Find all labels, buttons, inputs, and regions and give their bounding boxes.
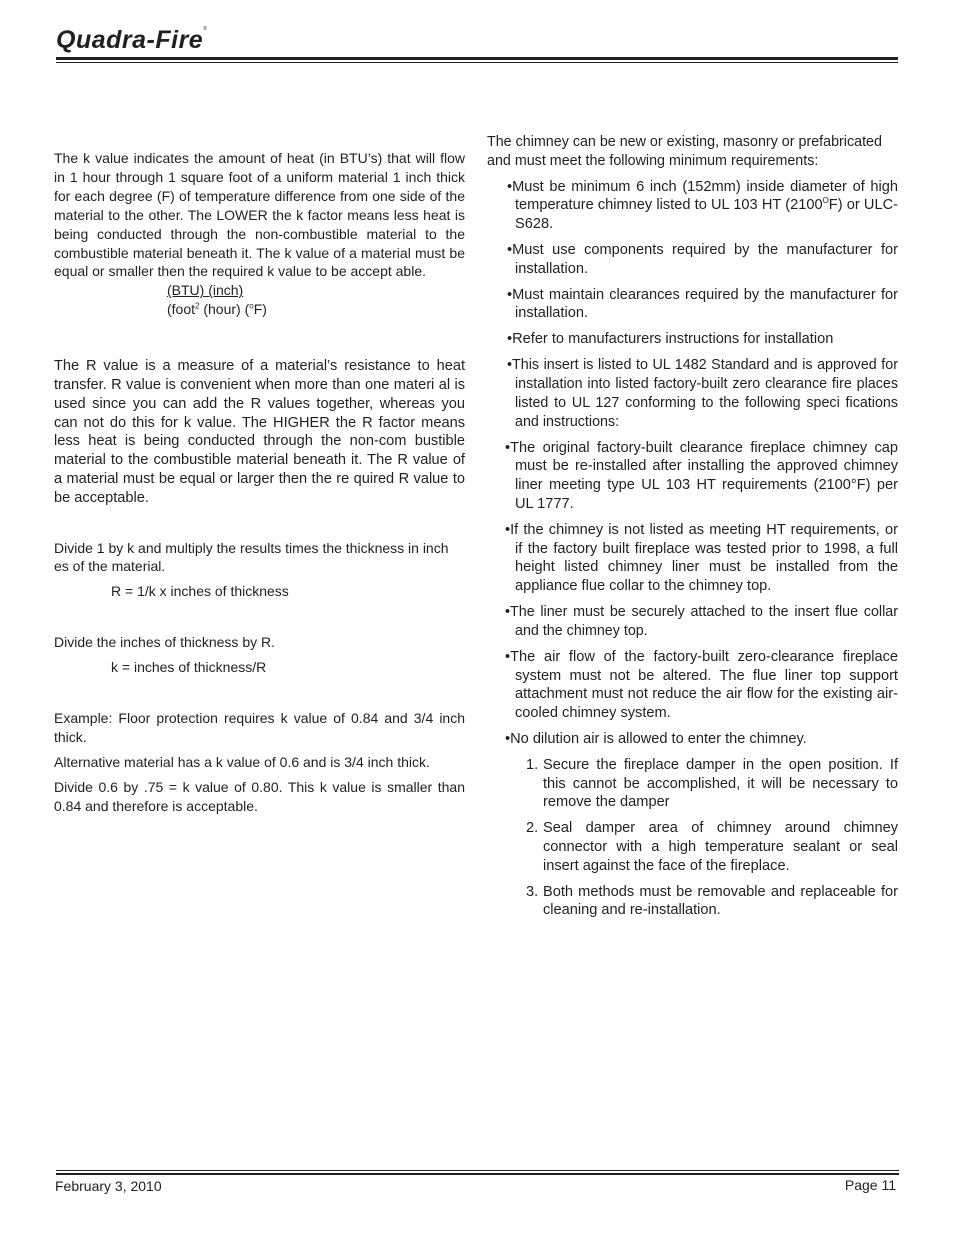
requirement-ul1482: •This insert is listed to UL 1482 Standard and is approved for installation into listed factory-built zero clearance fire places listed to UL 127 conforming to the following speci fications and instructions: [507, 356, 898, 430]
requirement-liner-attach: •The liner must be securely attached to the insert flue collar and the chimney top. [505, 603, 898, 639]
r-to-k-instruction: Divide the inches of thickness by R. [54, 634, 275, 651]
k-to-r-instruction: Divide 1 by k and multiply the results times the thickness in inch es of the material. [54, 539, 449, 575]
requirement-chimney-cap: •The original factory-built clearance fireplace chimney cap must be re-installed after installing the approved chimney liner meeting type UL 103 HT requirements (2100°F) per UL 1777. [505, 439, 898, 512]
step-number: 3. [526, 883, 539, 900]
left-column [54, 149, 465, 816]
header-rule-thin [56, 62, 898, 63]
step-3 [487, 883, 898, 921]
requirement-components: •Must use components required by the manufacturer for installation. [507, 241, 898, 277]
step-text: Secure the fireplace damper in the open position. If this cannot be accomplished, it will be necessary to remove the damper [543, 756, 898, 811]
requirement-ht-liner: •If the chimney is not listed as meeting HT requirements, or if the factory built fireplace was tested prior to 1998, a full height listed chimney liner must be installed from the appliance flue collar to the chimney top. [505, 521, 898, 595]
trademark-mark: ® [203, 26, 208, 32]
footer-date: February 3, 2010 [55, 1178, 162, 1194]
step-number: 1. [526, 756, 539, 773]
right-column [487, 133, 898, 920]
step-number: 2. [526, 820, 539, 837]
page-number: Page 11 [844, 1177, 896, 1193]
step-text: Both methods must be removable and replaceable for cleaning and re-installation. [543, 883, 898, 919]
k-value-definition: The k value indicates the amount of heat (in BTU’s) that will flow in 1 hour through 1 square foot of a uniform material 1 inch thick for each degree (F) of temperature difference from one side of the material to the other. The LOWER the k factor means less heat is being conducted through the non-combustible material to the combustible material beneath it. The k value of a material must be equal or smaller then the required k value to be accept able. [54, 150, 465, 280]
chimney-intro: The chimney can be new or existing, masonry or prefabricated and must meet the following minimum requirements: [487, 134, 882, 169]
requirement-dilution-air: •No dilution air is allowed to enter the chimney. [505, 730, 807, 747]
header-rule [56, 57, 898, 60]
brand-name: Quadra-Fire [56, 26, 204, 54]
example-line-1: Example: Floor protection requires k value of 0.84 and 3/4 inch thick. [54, 710, 465, 745]
requirement-air-flow: •The air flow of the factory-built zero-clearance fireplace system must not be altered. The flue liner top support attachment must not reduce the air flow for the existing air-cooled chimney system. [505, 648, 898, 722]
r-formula: R = 1/k x inches of thickness [111, 583, 289, 600]
formula-numerator: (BTU) (inch) [167, 282, 244, 299]
brand-logo [56, 26, 207, 55]
step-1 [487, 756, 898, 812]
k-units-formula [167, 281, 465, 319]
formula-denominator: (foot$^2$ (hour) ($^o$F) [167, 301, 267, 318]
requirement-instructions: •Refer to manufacturers instructions for installation [507, 331, 834, 348]
step-2 [487, 819, 898, 875]
footer-rule-thin [56, 1170, 899, 1171]
requirement-diameter: •Must be minimum 6 inch (152mm) inside diameter of high temperature chimney listed to UL 103 HT $(2100^OF)$ or ULC-S628. [507, 178, 898, 233]
example-line-3: Divide 0.6 by .75 = k value of 0.80. This k value is smaller than 0.84 and therefore is acceptable. [54, 778, 465, 814]
r-value-definition: The R value is a measure of a material’s resistance to heat transfer. R value is convenient when more than one materi al is used since you can add the R values together, whereas you can not do this for k value. The HIGHER the R factor means less heat is being conducted through the non-com bustible material to the combustible material beneath it. The R value of a material must be equal or larger then the re quired R value to be acceptable. [54, 358, 465, 506]
requirement-clearances: •Must maintain clearances required by the manufacturer for installation. [507, 286, 898, 322]
k-formula: k = inches of thickness/R [111, 659, 267, 676]
footer-rule [56, 1173, 899, 1175]
example-line-2: Alternative material has a k value of 0.6 and is 3/4 inch thick. [54, 753, 430, 770]
step-text: Seal damper area of chimney around chimney connector with a high temperature sealant or seal insert against the face of the fireplace. [543, 820, 898, 874]
